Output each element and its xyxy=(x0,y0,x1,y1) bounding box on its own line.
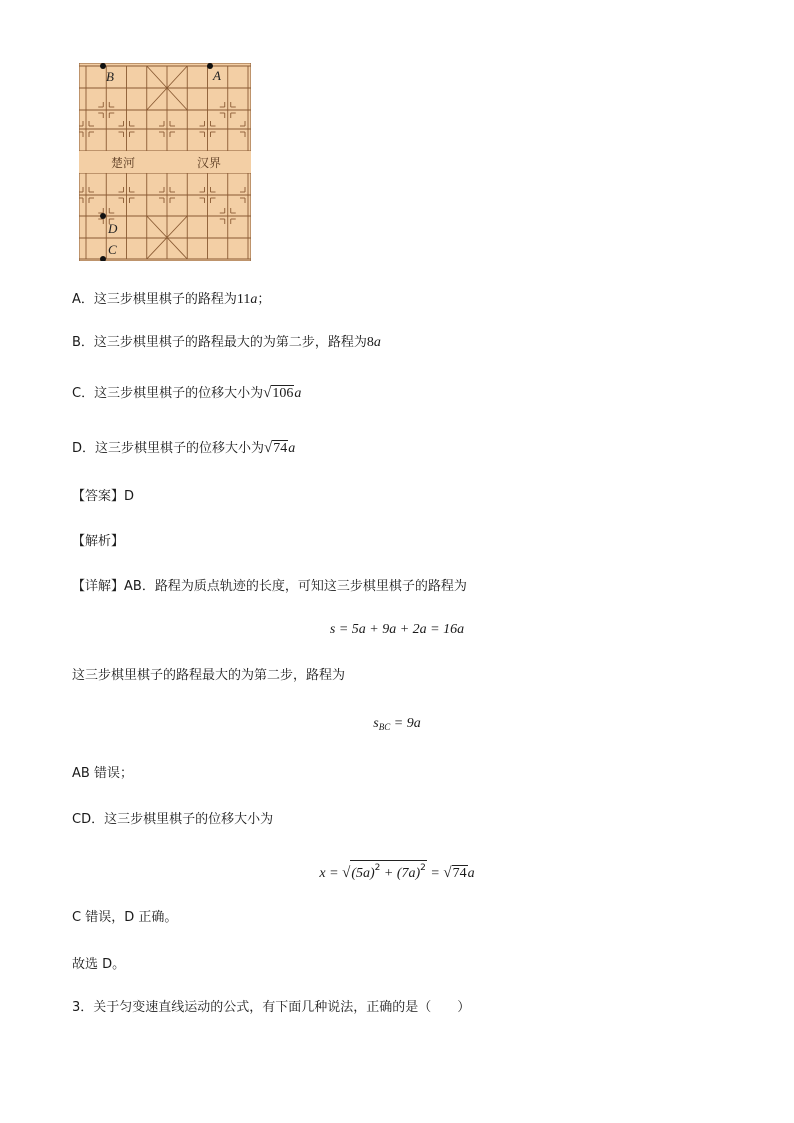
detail-max-text: 这三步棋里棋子的路程最大的为第二步，路程为 xyxy=(72,668,346,683)
river-band xyxy=(79,151,251,173)
eq2-lhs: s xyxy=(373,716,379,731)
option-c-text: C．这三步棋里棋子的位移大小为 xyxy=(72,386,264,401)
label-a: A xyxy=(213,68,221,83)
option-b-value: 8 xyxy=(366,335,374,350)
label-c: C xyxy=(108,242,117,257)
label-d: D xyxy=(108,221,118,236)
detail-cd-result: C 错误，D 正确。 xyxy=(72,910,178,925)
option-a-value: 11 xyxy=(236,292,251,307)
option-d-radicand: 74 xyxy=(273,441,288,456)
detail-ab-wrong: AB 错误； xyxy=(72,766,133,781)
sqrt-sign: √ xyxy=(443,865,452,881)
option-c[interactable] xyxy=(72,385,301,402)
detail-cd-intro: CD．这三步棋里棋子的位移大小为 xyxy=(72,812,274,827)
detail-ab-intro xyxy=(72,579,467,595)
sqrt-sign: √ xyxy=(264,440,273,456)
sqrt-sign: √ xyxy=(342,865,351,881)
eq3-radicand: $(5a)^2 + (7a)^2$ xyxy=(350,860,427,881)
option-b-var: a xyxy=(373,335,381,350)
river-left-text: 楚河 xyxy=(111,156,136,170)
option-d-text: D．这三步棋里棋子的位移大小为 xyxy=(72,441,265,456)
eq3-lhs: x = xyxy=(319,866,343,881)
option-b[interactable] xyxy=(72,335,381,351)
detail-label: 【详解】 xyxy=(72,579,125,594)
detail-choose: 故选 D。 xyxy=(72,957,126,972)
answer-label: 【答案】 xyxy=(72,489,125,504)
equation-sbc xyxy=(0,715,794,736)
answer-value: D xyxy=(124,489,135,504)
answer-line xyxy=(72,489,134,505)
option-a-text: A．这三步棋里棋子的路程为 xyxy=(72,292,237,307)
label-b: B xyxy=(106,69,114,84)
eq3-result-radicand: 74 xyxy=(452,866,467,881)
equation-displacement: $x = √(5a)^2 + (7a)^2 = √74a$ xyxy=(0,860,794,883)
next-question: 3．关于匀变速直线运动的公式，有下面几种说法，正确的是（ ） xyxy=(72,1000,471,1015)
option-a-var: a xyxy=(250,292,258,307)
river-right-text: 汉界 xyxy=(197,156,222,170)
sqrt-sign: √ xyxy=(263,385,272,401)
option-d-var: a xyxy=(288,441,296,456)
option-a-tail: ； xyxy=(257,292,271,307)
option-a[interactable] xyxy=(72,292,270,308)
eq2-rhs: = 9a xyxy=(390,716,421,731)
option-c-var: a xyxy=(294,386,302,401)
option-c-radicand: 106 xyxy=(272,386,294,401)
analysis-label: 【解析】 xyxy=(72,534,125,549)
eq2-subscript: BC xyxy=(378,722,391,732)
option-b-text: B．这三步棋里棋子的路程最大的为第二步，路程为 xyxy=(72,335,367,350)
point-d-dot xyxy=(100,213,106,219)
detail-ab-text: AB．路程为质点轨迹的长度，可知这三步棋里棋子的路程为 xyxy=(124,579,467,594)
equation-total-path: s = 5a + 9a + 2a = 16a xyxy=(329,622,465,637)
option-d[interactable] xyxy=(72,440,295,457)
chessboard-figure xyxy=(79,63,251,261)
